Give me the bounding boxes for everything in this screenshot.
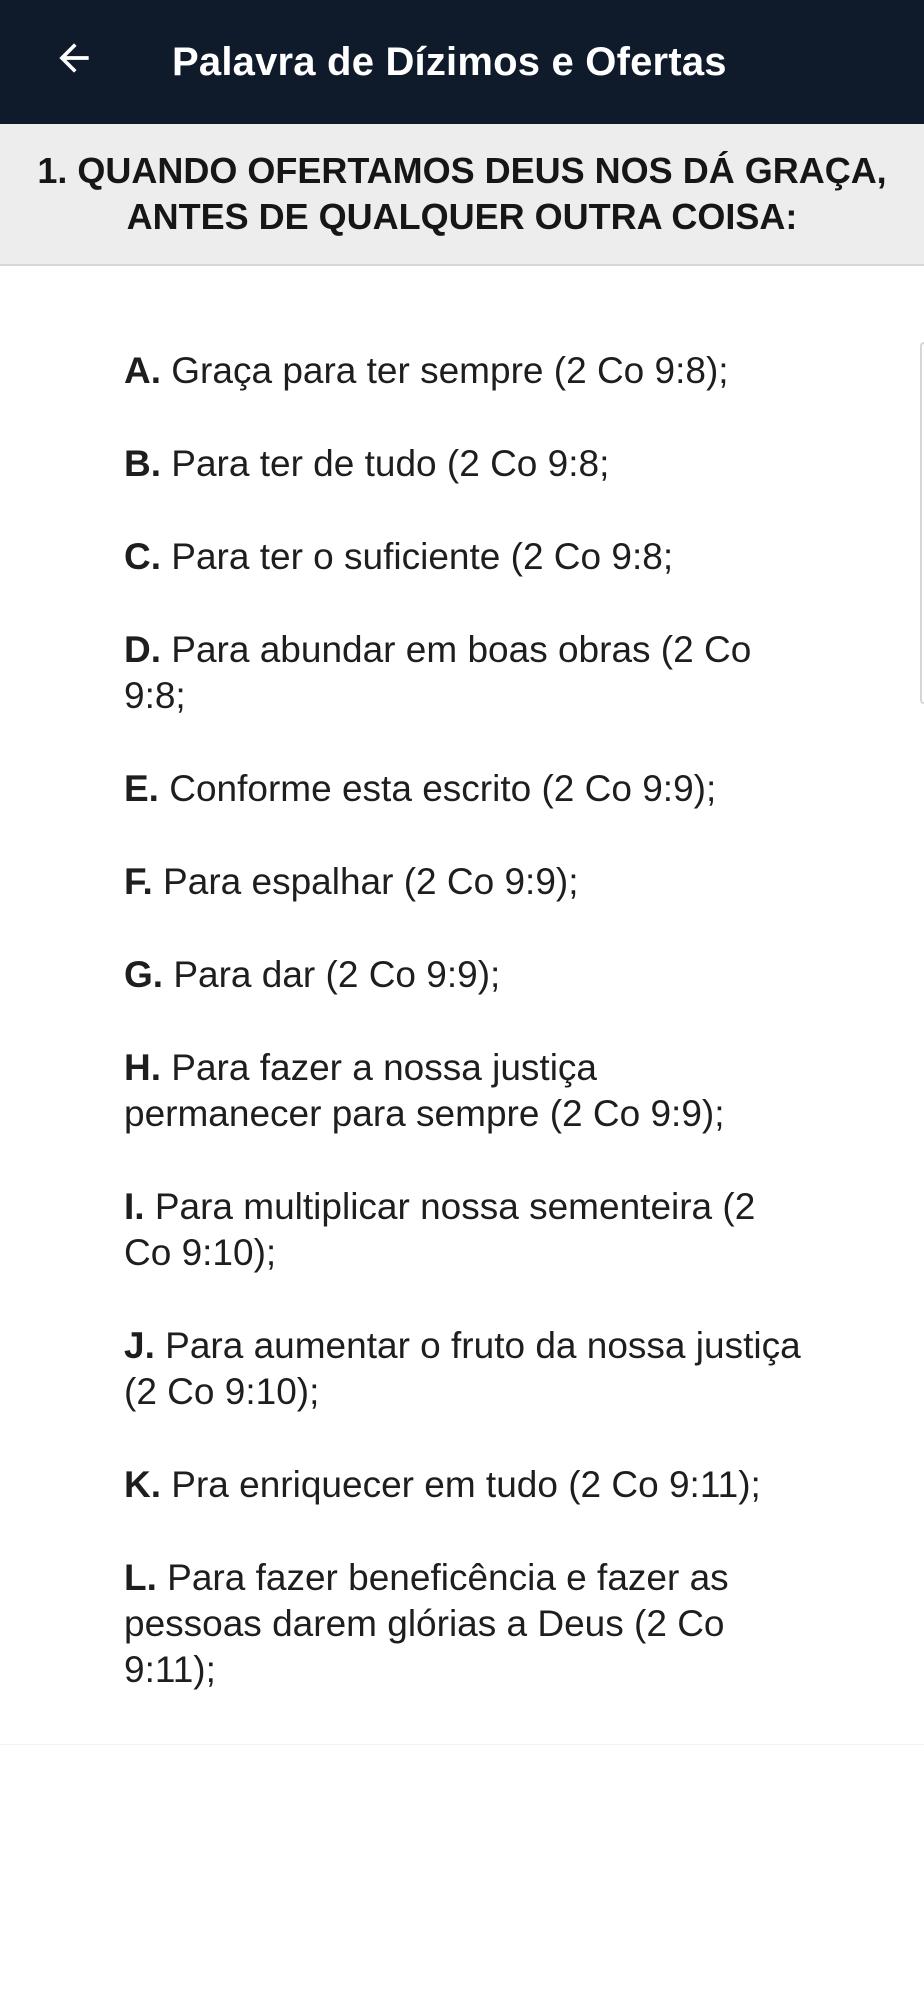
- answer-item-l: [124, 1555, 804, 1693]
- answer-text: Graça para ter sempre (2 Co 9:8);: [161, 350, 729, 391]
- answer-text: Conforme esta escrito (2 Co 9:9);: [158, 768, 717, 809]
- answer-text: Para dar (2 Co 9:9);: [163, 954, 501, 995]
- scroll-indicator[interactable]: [920, 342, 924, 704]
- answer-text: Para espalhar (2 Co 9:9);: [152, 861, 579, 902]
- answer-text: Para fazer a nossa justiça permanecer para sempre (2 Co 9:9);: [124, 1047, 725, 1134]
- answer-item-c: [124, 534, 804, 580]
- answer-text: Para aumentar o fruto da nossa justiça (2 Co 9:10);: [124, 1325, 801, 1412]
- answer-letter: K.: [124, 1464, 161, 1505]
- answer-text: Para ter de tudo (2 Co 9:8;: [161, 443, 610, 484]
- answer-text: Pra enriquecer em tudo (2 Co 9:11);: [161, 1464, 761, 1505]
- answer-item-d: [124, 627, 804, 719]
- answer-item-b: [124, 441, 804, 487]
- answer-text: Para multiplicar nossa sementeira (2 Co 9:10);: [124, 1186, 756, 1273]
- answer-item-g: [124, 952, 804, 998]
- answer-list: [124, 348, 804, 1740]
- back-button[interactable]: [46, 32, 102, 88]
- answer-letter: J.: [124, 1325, 155, 1366]
- answer-letter: E.: [124, 768, 159, 809]
- content-divider: [0, 1744, 924, 1745]
- answer-item-a: [124, 348, 804, 394]
- answer-letter: C.: [124, 536, 161, 577]
- answer-letter: F.: [124, 861, 153, 902]
- answer-text: Para fazer beneficência e fazer as pessoas darem glórias a Deus (2 Co 9:11);: [124, 1557, 729, 1690]
- answer-letter: L.: [124, 1557, 157, 1598]
- answer-letter: A.: [124, 350, 161, 391]
- question-header: [0, 124, 924, 266]
- answer-item-k: [124, 1462, 804, 1508]
- answer-letter: I.: [124, 1186, 145, 1227]
- answer-item-f: [124, 859, 804, 905]
- answer-item-e: [124, 766, 804, 812]
- answer-letter: B.: [124, 443, 161, 484]
- answer-text: Para abundar em boas obras (2 Co 9:8;: [124, 629, 752, 716]
- answer-letter: D.: [124, 629, 161, 670]
- arrow-left-icon: [52, 36, 96, 85]
- answer-item-h: [124, 1045, 804, 1137]
- answer-text: Para ter o suficiente (2 Co 9:8;: [161, 536, 674, 577]
- answer-letter: H.: [124, 1047, 161, 1088]
- question-text: 1. QUANDO OFERTAMOS DEUS NOS DÁ GRAÇA, ANTES DE QUALQUER OUTRA COISA:: [37, 150, 887, 237]
- answer-item-i: [124, 1184, 804, 1276]
- answer-letter: G.: [124, 954, 164, 995]
- page-title: Palavra de Dízimos e Ofertas: [172, 40, 727, 84]
- answer-item-j: [124, 1323, 804, 1415]
- app-bar: [0, 0, 924, 124]
